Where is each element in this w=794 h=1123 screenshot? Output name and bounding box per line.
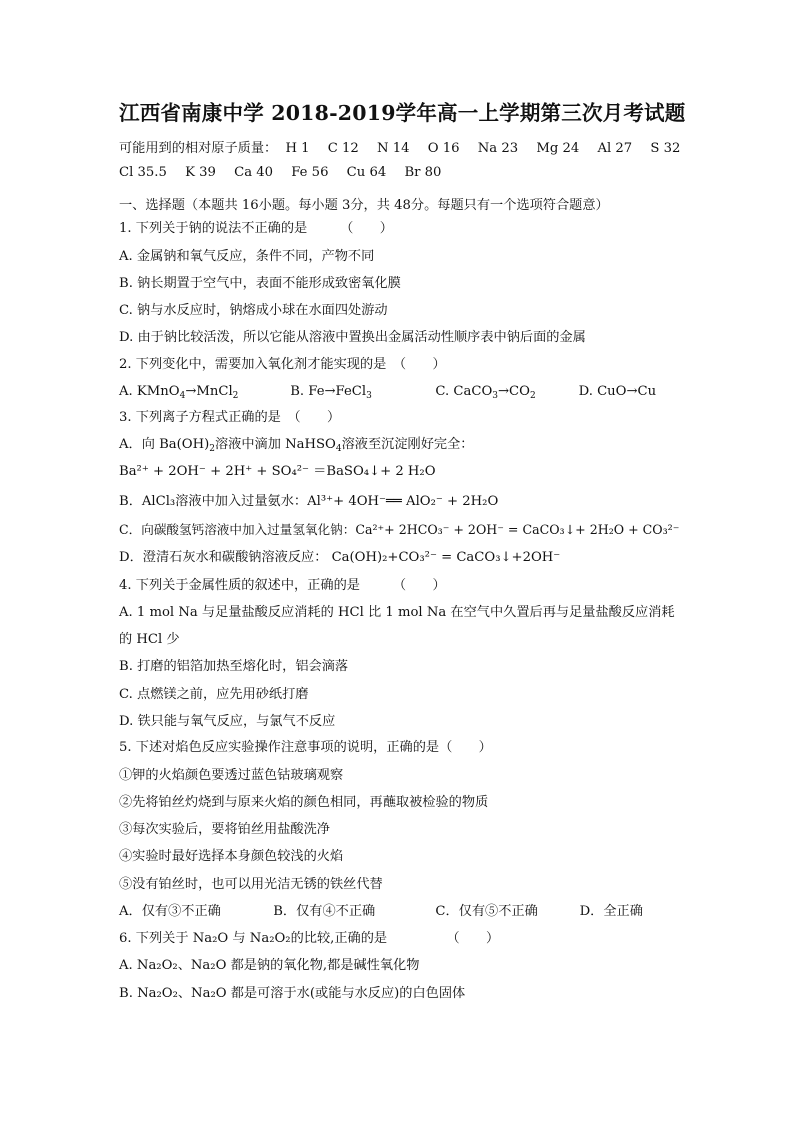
q2-stem: 2. 下列变化中，需要加入氧化剂才能实现的是 （ ） xyxy=(119,357,446,372)
q5-item-3: ③每次实验后，要将铂丝用盐酸洗净 xyxy=(119,822,330,837)
atomic-mass-label: 可能用到的相对原子质量： xyxy=(119,141,278,156)
atomic-mass-row-1 xyxy=(119,142,694,155)
mass-mg: Mg 24 xyxy=(536,141,580,156)
q4-option-d: D. 铁只能与氧气反应，与氯气不反应 xyxy=(119,714,336,729)
mass-s: S 32 xyxy=(650,141,681,156)
q5-item-1: ①钾的火焰颜色要透过蓝色钴玻璃观察 xyxy=(119,768,344,783)
q6-option-a: A. Na₂O₂、Na₂O 都是钠的氧化物,都是碱性氧化物 xyxy=(119,958,420,973)
mass-n: N 14 xyxy=(377,141,410,156)
q1-option-c: C. 钠与水反应时，钠熔成小球在水面四处游动 xyxy=(119,303,388,318)
q5-option-d: D．全正确 xyxy=(579,904,643,919)
mass-cl: Cl 35.5 xyxy=(119,165,167,180)
page-title: 江西省南康中学 2018-2019学年高一上学期第三次月考试题 xyxy=(119,101,686,125)
q3-option-a-equation: Ba²⁺ + 2OH⁻ + 2H⁺ + SO₄²⁻ ＝BaSO₄↓+ 2 H₂O xyxy=(119,464,436,479)
q3-option-d: D．澄清石灰水和碳酸钠溶液反应： Ca(OH)₂+CO₃²⁻ = CaCO₃↓+2OH⁻ xyxy=(119,550,561,565)
q5-stem: 5. 下述对焰色反应实验操作注意事项的说明，正确的是（ ） xyxy=(119,740,492,755)
atomic-mass-row-2 xyxy=(119,166,455,179)
q2-options xyxy=(119,384,657,401)
q1-option-b: B. 钠长期置于空气中，表面不能形成致密氧化膜 xyxy=(119,276,401,291)
q4-stem: 4. 下列关于金属性质的叙述中，正确的是 （ ） xyxy=(119,578,446,593)
mass-c: C 12 xyxy=(327,141,359,156)
q5-option-b: B．仅有④不正确 xyxy=(273,904,376,919)
mass-br: Br 80 xyxy=(404,165,442,180)
q4-option-c: C. 点燃镁之前，应先用砂纸打磨 xyxy=(119,687,309,702)
mass-ca: Ca 40 xyxy=(234,165,274,180)
q2-option-d: D. CuO→Cu xyxy=(578,384,657,399)
q3-option-c: C．向碳酸氢钙溶液中加入过量氢氧化钠：Ca²⁺+ 2HCO₃⁻ + 2OH⁻ = CaCO₃↓+ 2H₂O + CO₃²⁻ xyxy=(119,522,680,537)
q5-item-5: ⑤没有铂丝时，也可以用光洁无锈的铁丝代替 xyxy=(119,877,383,892)
q3-option-a: A．向 $Ba(OH)_2$溶液中滴加 NaHSO$_4$溶液至沉淀刚好完全： xyxy=(119,437,474,454)
section-heading: 一、选择题（本题共 16小题。每小题 3分，共 48分。每题只有一个选项符合题意） xyxy=(119,198,609,213)
q2-option-b: B. Fe→FeCl$_3$ xyxy=(290,384,372,401)
q6-option-b: B. Na₂O₂、Na₂O 都是可溶于水(或能与水反应)的白色固体 xyxy=(119,986,466,1001)
q3-stem: 3. 下列离子方程式正确的是 （ ） xyxy=(119,410,341,425)
q3-option-b: B．AlCl₃溶液中加入过量氨水：Al³⁺+ 4OH⁻══ AlO₂⁻ + 2H₂O xyxy=(119,494,499,509)
mass-o: O 16 xyxy=(427,141,460,156)
q1-stem: 1. 下列关于钠的说法不正确的是 （ ） xyxy=(119,221,393,236)
q6-stem: 6. 下列关于 Na₂O 与 Na₂O₂的比较,正确的是 （ ） xyxy=(119,931,500,946)
mass-h: H 1 xyxy=(285,141,310,156)
q5-option-c: C．仅有⑤不正确 xyxy=(435,904,538,919)
q5-item-2: ②先将铂丝灼烧到与原来火焰的颜色相同，再蘸取被检验的物质 xyxy=(119,795,489,810)
q4-option-b: B. 打磨的铝箔加热至熔化时，铝会滴落 xyxy=(119,659,349,674)
q2-option-a: A. KMnO$_4$→MnCl$_2$ xyxy=(119,384,239,401)
q1-option-d: D. 由于钠比较活泼，所以它能从溶液中置换出金属活动性顺序表中钠后面的金属 xyxy=(119,330,586,345)
q2-option-c: C. $CaCO_3\to CO_2$ xyxy=(435,384,536,401)
mass-al: Al 27 xyxy=(597,141,633,156)
q5-options xyxy=(119,905,643,918)
q4-option-a-cont: 的 HCl 少 xyxy=(119,632,180,647)
q4-option-a: A. 1 mol Na 与足量盐酸反应消耗的 HCl 比 1 mol Na 在空气中久置后再与足量盐酸反应消耗 xyxy=(119,605,675,620)
q5-option-a: A．仅有③不正确 xyxy=(119,904,221,919)
mass-na: Na 23 xyxy=(477,141,519,156)
q5-item-4: ④实验时最好选择本身颜色较浅的火焰 xyxy=(119,849,344,864)
mass-cu: Cu 64 xyxy=(346,165,387,180)
q1-option-a: A. 金属钠和氧气反应，条件不同，产物不同 xyxy=(119,249,375,264)
mass-k: K 39 xyxy=(185,165,216,180)
mass-fe: Fe 56 xyxy=(291,165,329,180)
